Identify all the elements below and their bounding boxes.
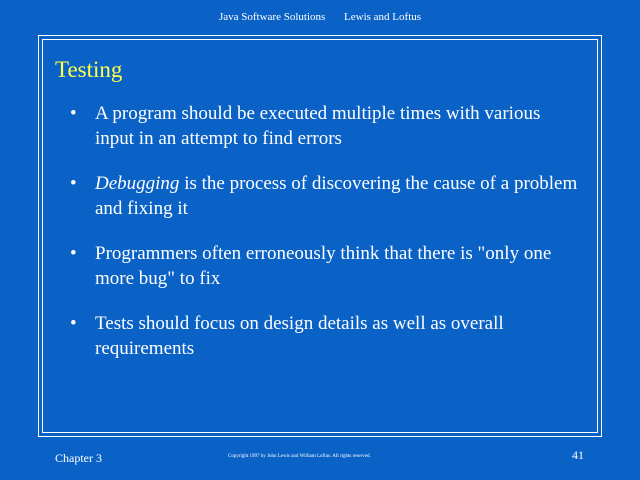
- bullet-item: [70, 171, 580, 221]
- bullet-text: Programmers often erroneously think that there is "only one more bug" to fix: [95, 243, 552, 289]
- bullet-item: [70, 311, 580, 361]
- bullet-marker: •: [70, 103, 77, 124]
- bullet-text: A program should be executed multiple times with various input in an attempt to find errors: [95, 103, 541, 149]
- bullet-item: [70, 241, 580, 291]
- header-authors: Lewis and Loftus: [344, 11, 422, 23]
- bullet-item: [70, 101, 580, 151]
- slide-title: Testing: [55, 57, 123, 82]
- footer-page-number: 41: [572, 448, 584, 462]
- footer-chapter: Chapter 3: [55, 451, 102, 465]
- bullet-list: [70, 101, 580, 381]
- bullet-marker: •: [70, 313, 77, 334]
- slide-header: [0, 11, 640, 23]
- bullet-marker: •: [70, 243, 77, 264]
- bullet-text: Tests should focus on design details as well as overall requirements: [95, 313, 504, 359]
- footer-copyright: Copyright 1997 by John Lewis and William Loftus. All rights reserved.: [228, 454, 371, 459]
- bullet-text: is the process of discovering the cause of a problem and fixing it: [95, 173, 578, 219]
- bullet-marker: •: [70, 173, 77, 194]
- header-book-title: Java Software Solutions: [218, 11, 326, 23]
- bullet-emphasis: Debugging: [95, 173, 180, 194]
